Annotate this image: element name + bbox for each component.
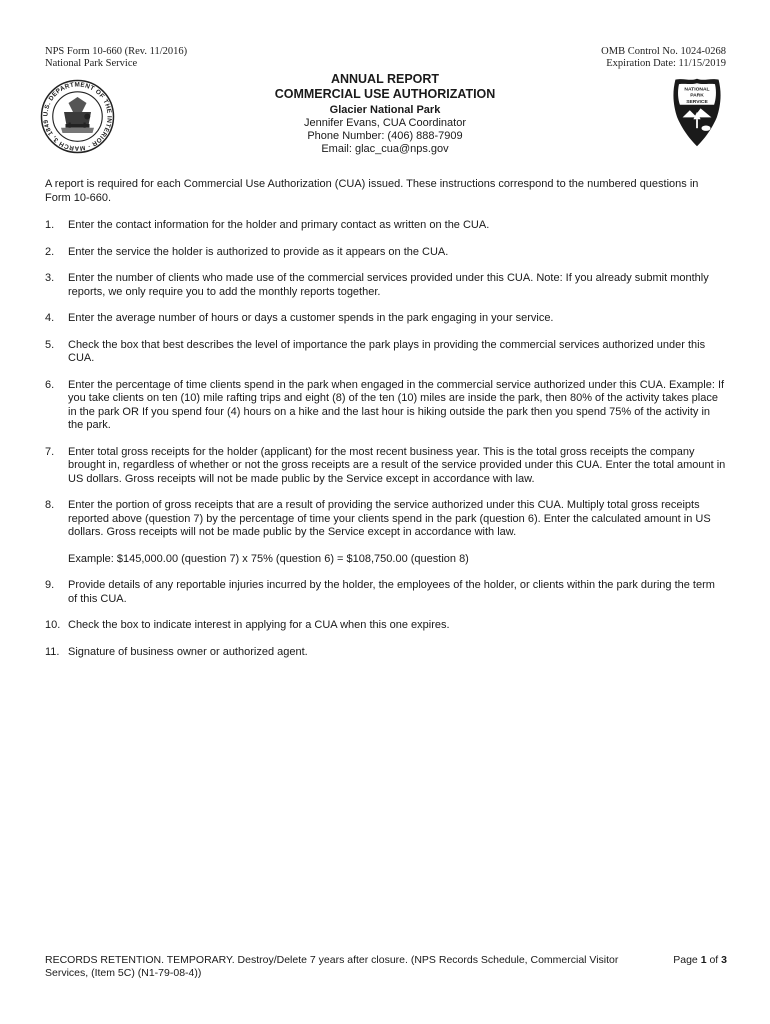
item-text: Check the box that best describes the level of importance the park plays in providing the commercial services authorized under this CUA. xyxy=(68,338,706,364)
item-number: 11. xyxy=(45,645,60,658)
page-of: of xyxy=(709,954,719,966)
item-number: 4. xyxy=(45,312,55,324)
page-number xyxy=(673,954,727,967)
contact-name: Jennifer Evans, CUA Coordinator xyxy=(303,117,467,129)
item-number: 6. xyxy=(45,378,55,391)
page-current: 1 xyxy=(700,954,707,966)
agency-name: National Park Service xyxy=(45,58,138,69)
item-number: 2. xyxy=(45,245,55,258)
nps-arrowhead-icon xyxy=(670,76,724,148)
item-text: Enter the service the holder is authorized to provide as it appears on the CUA. xyxy=(68,245,449,258)
item-number: 3. xyxy=(45,272,55,284)
page-footer xyxy=(45,954,727,980)
item-number: 10. xyxy=(45,619,61,631)
list-item xyxy=(45,312,727,326)
park-name: Glacier National Park xyxy=(329,104,441,116)
page-label: Page xyxy=(673,954,698,966)
logo-text-national: NATIONAL xyxy=(684,87,710,93)
list-item xyxy=(45,499,727,566)
report-title: ANNUAL REPORT xyxy=(330,72,440,86)
list-item xyxy=(45,379,727,433)
item-text: Enter the contact information for the holder and primary contact as written on the CUA. xyxy=(68,219,490,231)
list-item xyxy=(45,579,727,606)
intro-paragraph: A report is required for each Commercial Use Authorization (CUA) issued. These instructions correspond to the numbered questions in Form 10-660. xyxy=(45,178,699,204)
item-text: Enter the percentage of time clients spend in the park when engaged in the commercial service authorized under this CUA. Example: If you take clients on ten (10) mile rafting trips and eight (8) of the ten (10) miles are inside the park, then 80% of the activity takes place in the park OR If you spend four (4) hours on a hike and the last hour is hiking outside the park then you spend 75% of the activity in the park. xyxy=(68,378,725,431)
form-identifier xyxy=(45,46,187,70)
svg-text:U.S. DEPARTMENT OF THE INTERIO: U.S. DEPARTMENT OF THE INTERIOR · MARCH 3, 1849 xyxy=(42,81,113,152)
item-text: Signature of business owner or authorized agent. xyxy=(68,645,308,658)
list-item xyxy=(45,339,727,366)
report-subtitle: COMMERCIAL USE AUTHORIZATION xyxy=(274,87,496,101)
omb-control-number: OMB Control No. 1024-0268 xyxy=(601,46,726,57)
expiration-date: Expiration Date: 11/15/2019 xyxy=(606,58,726,69)
logo-text-park: PARK xyxy=(690,93,704,99)
instruction-list xyxy=(45,219,727,672)
item-number: 5. xyxy=(45,338,55,351)
department-of-interior-seal-icon xyxy=(40,79,115,154)
item-text: Enter total gross receipts for the holder (applicant) for the most recent business year. This is the total gross receipts the company brought in, regardless of whether or not the gross receipts are a result of the service provided under this CUA. Enter the total amount in US dollars. Gross receipts will not be made public by the Service except in accordance with law. xyxy=(68,445,726,485)
item-text: Provide details of any reportable injuries incurred by the holder, the employees of the holder, or clients within the park during the term of this CUA. xyxy=(68,579,715,605)
calculation-example: Example: $145,000.00 (question 7) x 75% (question 6) = $108,750.00 (question 8) xyxy=(68,552,469,565)
list-item xyxy=(45,272,727,299)
item-number: 8. xyxy=(45,499,55,511)
item-text: Enter the portion of gross receipts that are a result of providing the service authorized under this CUA. Multiply total gross receipts reported above (question 7) by the percentage of time your clients spend in the park (question 6). Enter the calculated amount in US dollars. Gross receipts will not be made public by the Service except in accordance with law. xyxy=(68,499,711,538)
item-text: Enter the average number of hours or days a customer spends in the park engaging in your service. xyxy=(68,312,554,324)
item-number: 9. xyxy=(45,579,55,591)
list-item xyxy=(45,219,727,233)
list-item xyxy=(45,619,727,633)
list-item xyxy=(45,246,727,260)
logo-text-service: SERVICE xyxy=(686,100,708,105)
item-text: Enter the number of clients who made use of the commercial services provided under this CUA. Note: If you already submit monthly reports, we only require you to add the monthly reports together. xyxy=(68,272,709,298)
item-number: 1. xyxy=(45,219,55,231)
item-number: 7. xyxy=(45,445,55,458)
omb-info xyxy=(601,46,726,70)
report-title-block xyxy=(200,72,570,156)
records-retention-note: RECORDS RETENTION. TEMPORARY. Destroy/Delete 7 years after closure. (NPS Records Schedule, Commercial Visitor Services, (Item 5C) (N1-79-08-4)) xyxy=(45,954,619,979)
list-item xyxy=(45,646,727,660)
contact-phone: Phone Number: (406) 888-7909 xyxy=(307,130,463,142)
contact-email[interactable]: Email: glac_cua@nps.gov xyxy=(321,143,449,155)
item-text: Check the box to indicate interest in applying for a CUA when this one expires. xyxy=(68,619,450,631)
form-number: NPS Form 10-660 (Rev. 11/2016) xyxy=(45,46,188,57)
list-item xyxy=(45,446,727,487)
page-total: 3 xyxy=(721,954,727,966)
